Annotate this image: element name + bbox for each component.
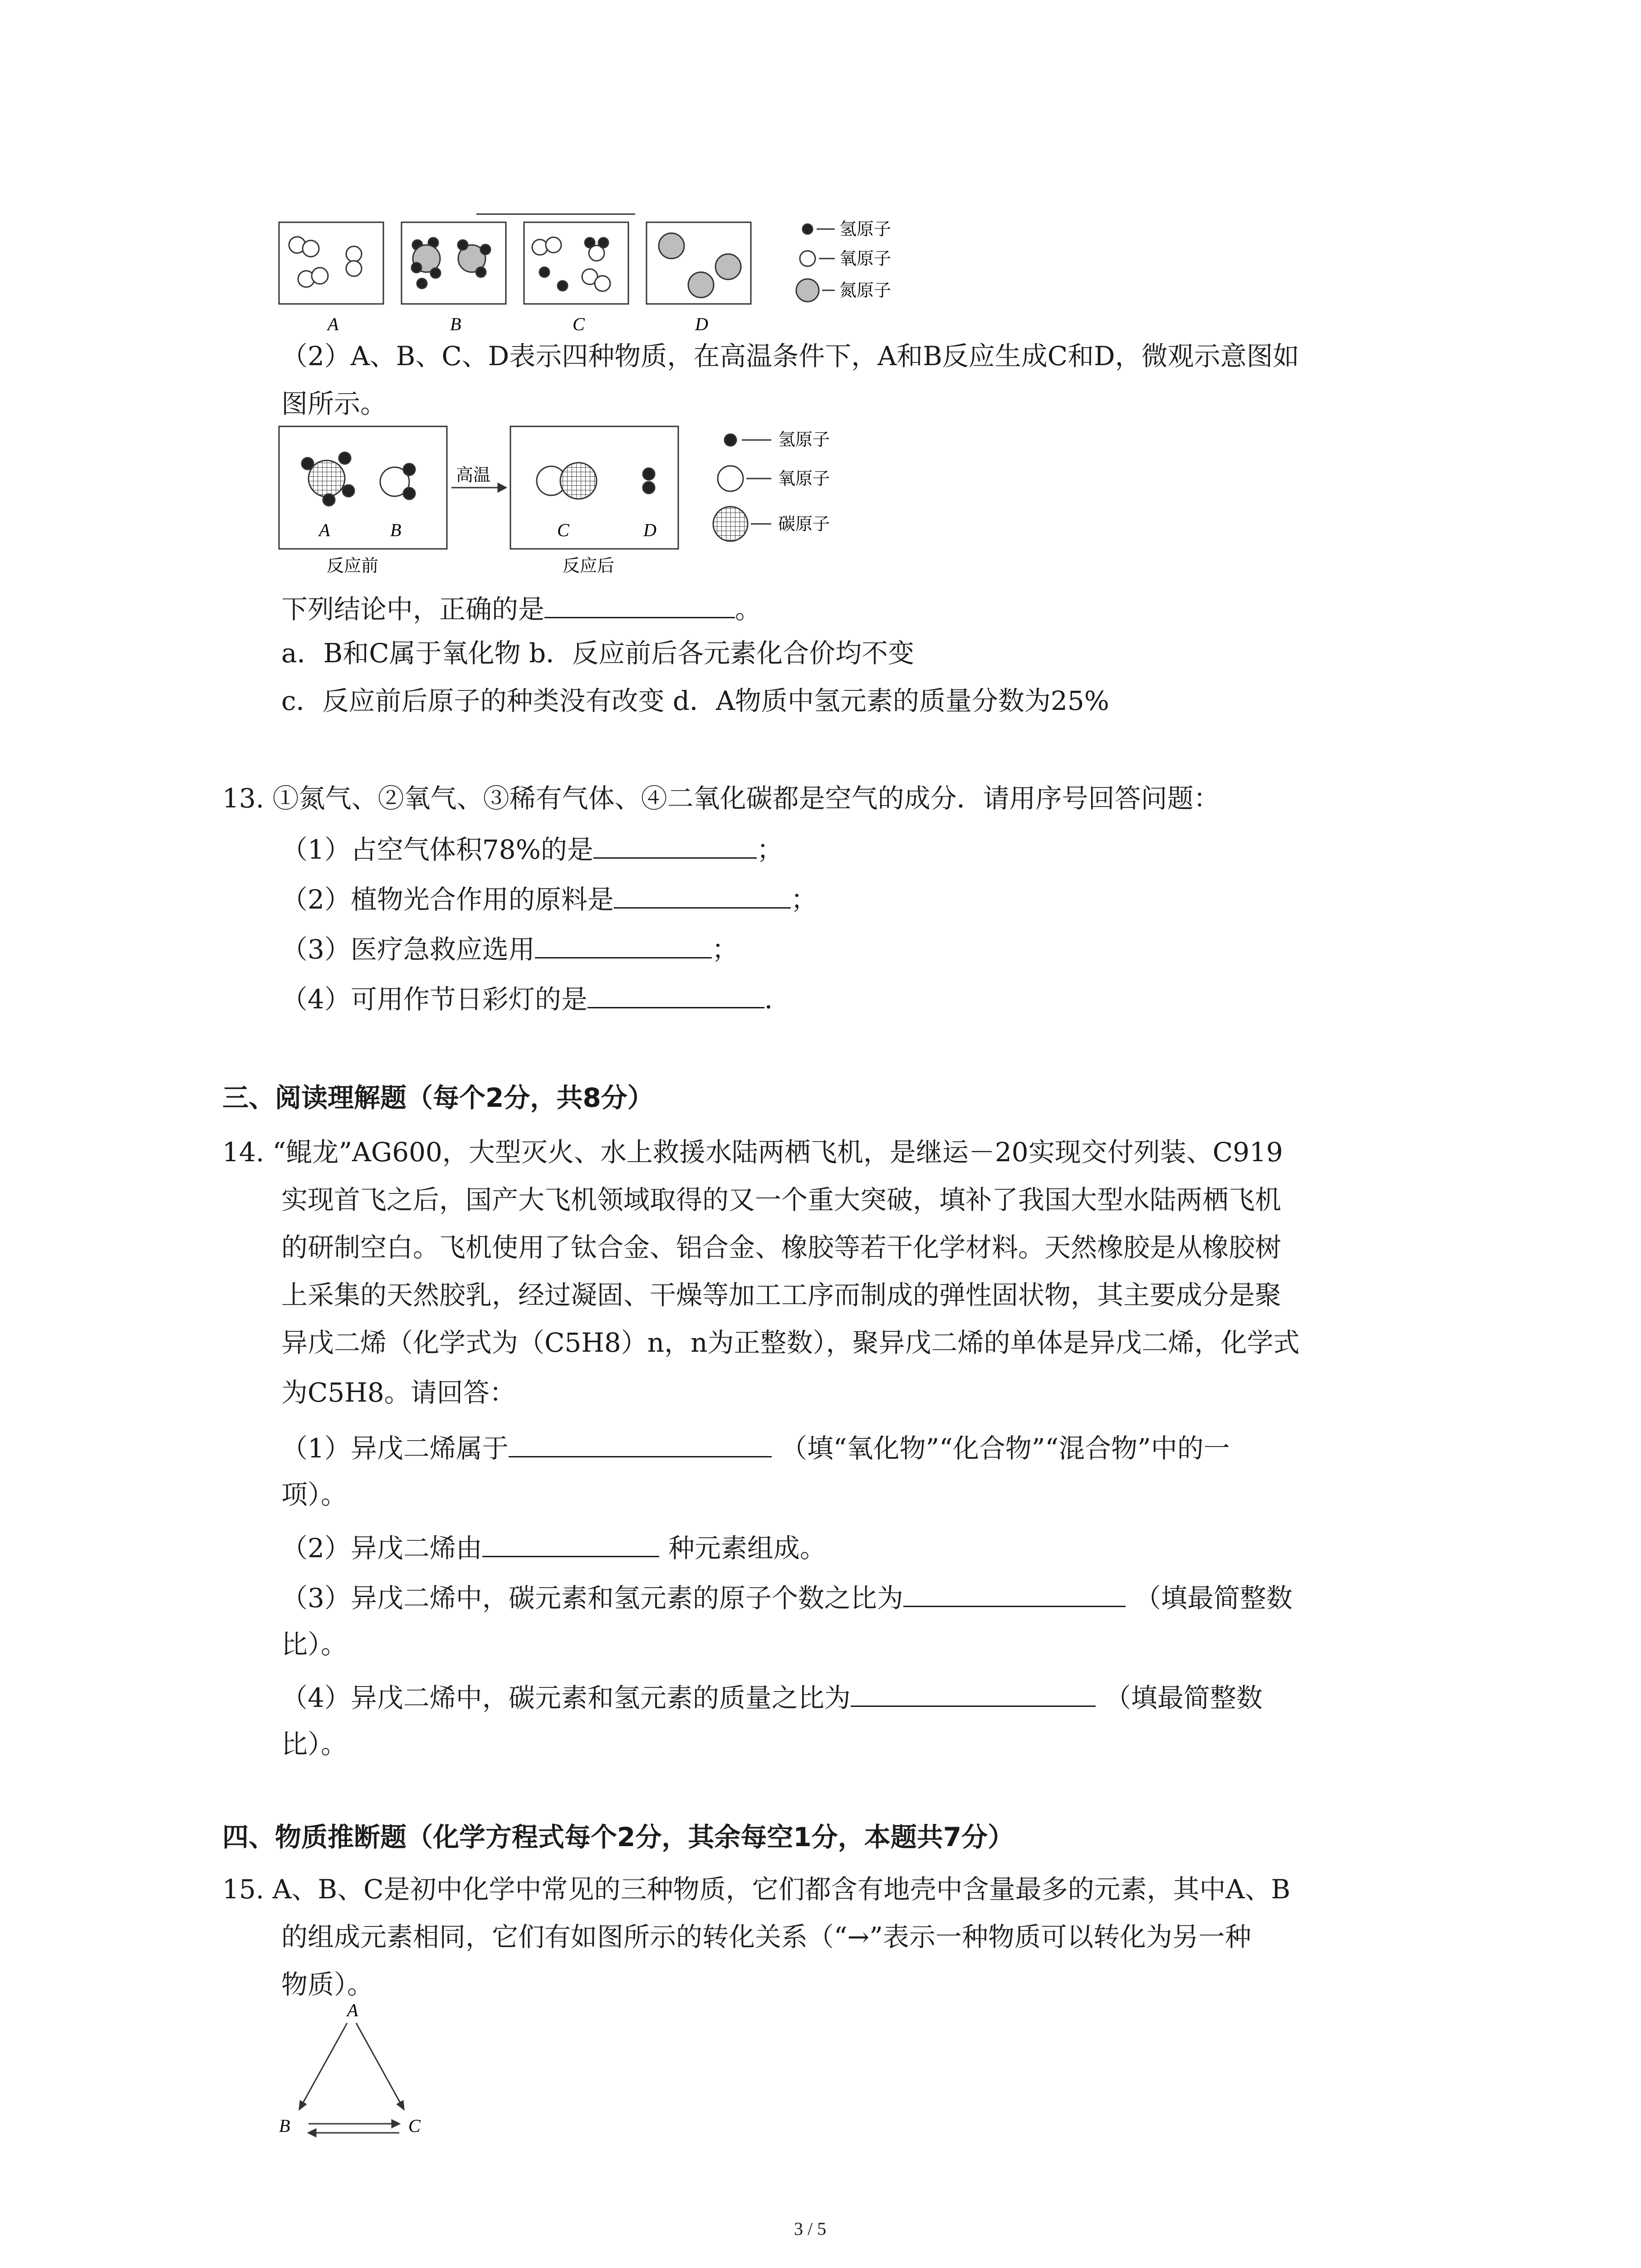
q15-line-2: 的组成元素相同，它们有如图所示的转化关系（“→”表示一种物质可以转化为另一种	[281, 1921, 1251, 1952]
q14-part-3	[281, 1579, 1293, 1616]
q14-part-4-cont: 比）。	[281, 1729, 348, 1760]
q14-part-3-hint: （填最简整数	[1134, 1583, 1293, 1613]
q13-stem: 13. ①氮气、②氧气、③稀有气体、④二氧化碳都是空气的成分．请用序号回答问题：	[222, 783, 1220, 814]
legend-hydrogen: 氢原子	[839, 219, 892, 239]
node-b: B	[279, 2116, 290, 2136]
node-c: C	[408, 2116, 421, 2136]
q13-item-4	[281, 980, 791, 1017]
q12-part2-line2: 图所示。	[281, 388, 387, 419]
legend2-carbon: 碳原子	[778, 514, 830, 534]
q14-part-3-cont: 比）。	[281, 1629, 348, 1660]
q13-item-2-text: （2）植物光合作用的原料是	[281, 884, 614, 915]
q14-blank-1[interactable]	[509, 1429, 772, 1457]
q14-blank-2[interactable]	[482, 1529, 659, 1557]
q12-question-text: 下列结论中，正确的是	[281, 594, 545, 625]
page-number: 3 / 5	[794, 2219, 827, 2239]
q13-item-1-end: ；	[756, 834, 783, 865]
box-label-a: A	[328, 314, 339, 334]
q14-line-1: 14. “鲲龙”AG600，大型灭火、水上救援水陆两栖飞机，是继运－20实现交付列装、C919	[222, 1137, 1283, 1168]
q14-line-2: 实现首飞之后，国产大飞机领域取得的又一个重大突破，填补了我国大型水陆两栖飞机	[281, 1184, 1282, 1215]
q12-question-end: 。	[735, 594, 762, 625]
legend-nitrogen: 氮原子	[839, 280, 892, 300]
legend2-oxygen: 氧原子	[778, 469, 830, 489]
q14-part-2	[281, 1529, 826, 1566]
reaction-condition-label: 高温	[456, 465, 491, 485]
q13-item-2	[281, 880, 817, 918]
q14-line-5: 异戊二烯（化学式为（C5H8）n，n为正整数），聚异戊二烯的单体是异戊二烯，化学式	[281, 1327, 1300, 1358]
q14-part-3-text: （3）异戊二烯中，碳元素和氢元素的原子个数之比为	[281, 1583, 903, 1613]
particle-figure-1	[272, 209, 930, 345]
q13-item-3-end: ；	[711, 934, 738, 965]
legend-oxygen: 氧原子	[839, 249, 892, 269]
q13-item-3-text: （3）医疗急救应选用	[281, 934, 535, 965]
q14-part-4	[281, 1678, 1263, 1716]
q12-part2-line1: （2）A、B、C、D表示四种物质，在高温条件下，A和B反应生成C和D，微观示意图如	[281, 341, 1299, 371]
box-label-d: D	[695, 314, 708, 334]
q14-part-1-text: （1）异戊二烯属于	[281, 1433, 509, 1464]
section-4-heading: 四、物质推断题（化学方程式每个2分，其余每空1分，本题共7分）	[222, 1822, 1014, 1853]
q14-part-1-cont: 项）。	[281, 1479, 348, 1510]
q12-question	[281, 590, 761, 627]
q14-part-4-text: （4）异戊二烯中，碳元素和氢元素的质量之比为	[281, 1682, 851, 1713]
q15-line-3: 物质）。	[281, 1969, 374, 2000]
q13-item-1	[281, 830, 783, 868]
q12-option-ab: a．B和C属于氧化物 b．反应前后各元素化合价均不变	[281, 638, 915, 669]
q12-option-cd: c．反应前后原子的种类没有改变 d．A物质中氢元素的质量分数为25%	[281, 685, 1109, 716]
mol-label-b: B	[390, 520, 402, 540]
q13-item-2-end: ；	[790, 884, 817, 915]
q14-line-4: 上采集的天然胶乳，经过凝固、干燥等加工工序而制成的弹性固状物，其主要成分是聚	[281, 1280, 1282, 1310]
q14-part-2-end: 种元素组成。	[668, 1533, 826, 1564]
box-label-c: C	[573, 314, 585, 334]
node-a: A	[347, 2000, 358, 2020]
section-3-heading: 三、阅读理解题（每个2分，共8分）	[222, 1082, 654, 1113]
q12-answer-blank[interactable]	[544, 590, 735, 618]
q14-line-6: 为C5H8。请回答：	[281, 1377, 516, 1408]
legend2-hydrogen: 氢原子	[778, 430, 830, 450]
q14-part-1	[281, 1429, 1230, 1466]
reaction-figure	[272, 422, 907, 590]
before-label: 反应前	[327, 556, 379, 576]
box-label-b: B	[450, 314, 461, 334]
q13-item-4-end: ．	[764, 984, 791, 1015]
q13-blank-1[interactable]	[593, 830, 757, 859]
mol-label-d: D	[643, 520, 656, 540]
q13-item-4-text: （4）可用作节日彩灯的是	[281, 984, 588, 1015]
q13-item-1-text: （1）占空气体积78%的是	[281, 834, 593, 865]
mol-label-a: A	[319, 520, 330, 540]
q14-line-3: 的研制空白。飞机使用了钛合金、铝合金、橡胶等若干化学材料。天然橡胶是从橡胶树	[281, 1232, 1282, 1263]
q13-blank-2[interactable]	[614, 880, 791, 909]
transformation-diagram	[272, 2000, 463, 2155]
q14-part-1-hint: （填“氧化物”“化合物”“混合物”中的一	[780, 1433, 1230, 1464]
q13-item-3	[281, 930, 738, 968]
q14-part-2-text: （2）异戊二烯由	[281, 1533, 482, 1564]
q15-line-1: 15. A、B、C是初中化学中常见的三种物质，它们都含有地壳中含量最多的元素，其中A、B	[222, 1874, 1291, 1905]
after-label: 反应后	[563, 556, 615, 576]
q14-part-4-hint: （填最简整数	[1104, 1682, 1263, 1713]
q14-blank-4[interactable]	[851, 1678, 1096, 1707]
q14-blank-3[interactable]	[903, 1579, 1126, 1607]
q13-blank-4[interactable]	[588, 980, 764, 1008]
mol-label-c: C	[557, 520, 569, 540]
q13-blank-3[interactable]	[535, 930, 712, 958]
